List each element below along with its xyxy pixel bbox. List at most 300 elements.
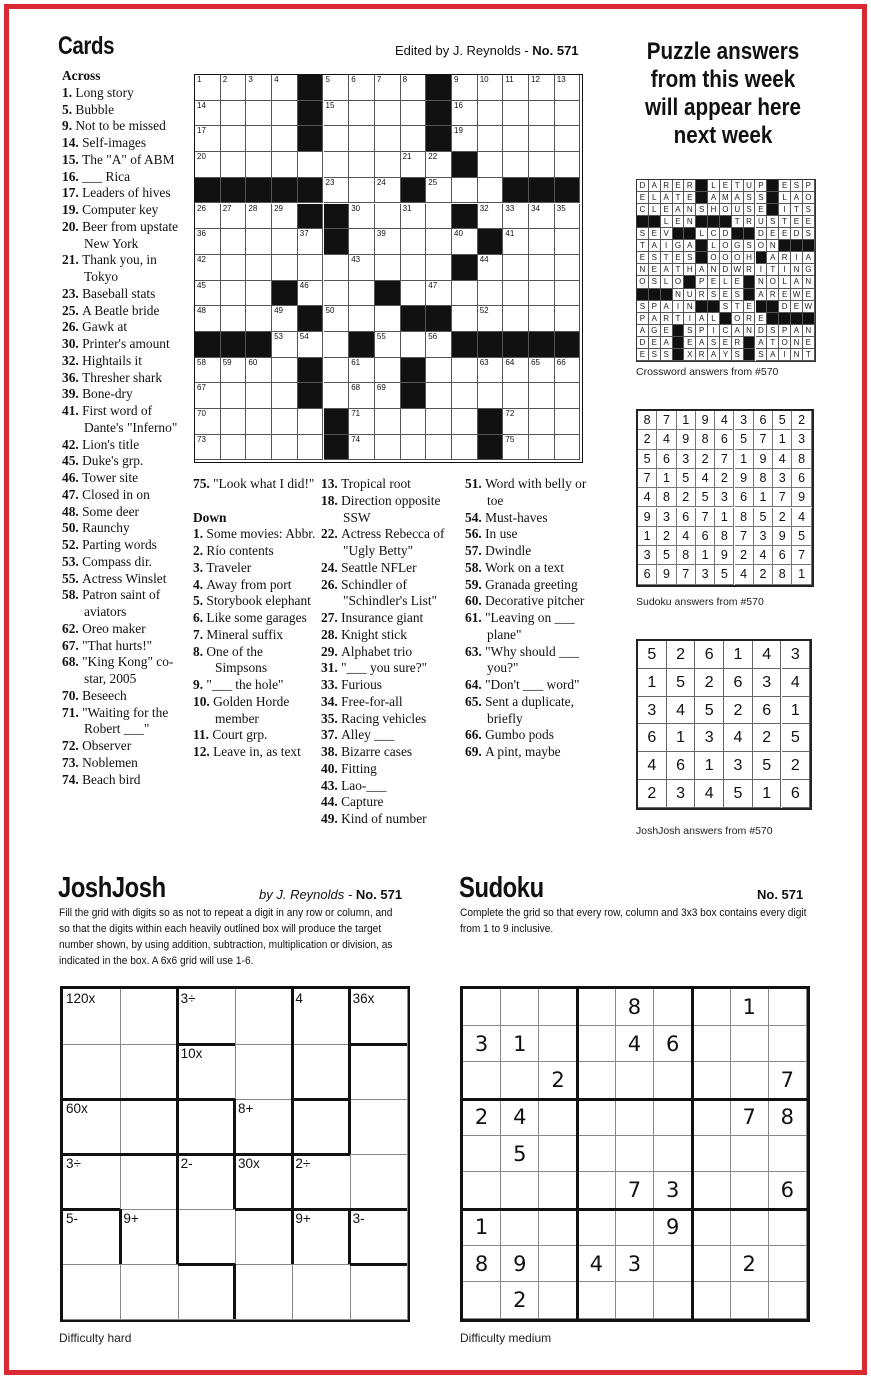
- crossword-cell[interactable]: [555, 383, 581, 409]
- sudoku-cell[interactable]: [692, 1099, 730, 1136]
- crossword-cell[interactable]: [246, 281, 272, 307]
- crossword-cell[interactable]: [555, 152, 581, 178]
- joshjosh-cell[interactable]: [292, 1209, 350, 1265]
- crossword-cell[interactable]: [195, 152, 221, 178]
- joshjosh-cell[interactable]: [292, 1099, 350, 1155]
- joshjosh-cell[interactable]: [292, 1264, 350, 1320]
- sudoku-cell[interactable]: [578, 1282, 616, 1319]
- sudoku-cell[interactable]: 3: [616, 1246, 654, 1283]
- crossword-cell[interactable]: [375, 332, 401, 358]
- sudoku-cell[interactable]: [769, 1282, 807, 1319]
- crossword-cell[interactable]: [221, 281, 247, 307]
- crossword-cell[interactable]: [298, 229, 324, 255]
- crossword-cell[interactable]: [246, 383, 272, 409]
- crossword-cell[interactable]: [221, 358, 247, 384]
- sudoku-cell[interactable]: [539, 1209, 577, 1246]
- crossword-cell[interactable]: [529, 229, 555, 255]
- joshjosh-cell[interactable]: [350, 989, 408, 1045]
- crossword-cell[interactable]: [503, 75, 529, 101]
- crossword-cell[interactable]: [478, 358, 504, 384]
- crossword-cell[interactable]: [529, 409, 555, 435]
- crossword-cell[interactable]: [426, 204, 452, 230]
- crossword-cell[interactable]: [529, 281, 555, 307]
- crossword-cell[interactable]: [324, 178, 350, 204]
- joshjosh-cell[interactable]: [178, 1044, 236, 1100]
- crossword-cell[interactable]: [375, 101, 401, 127]
- crossword-cell[interactable]: [324, 358, 350, 384]
- crossword-cell[interactable]: [503, 306, 529, 332]
- crossword-cell[interactable]: [246, 255, 272, 281]
- crossword-cell[interactable]: [375, 229, 401, 255]
- crossword-cell[interactable]: [272, 435, 298, 461]
- sudoku-cell[interactable]: 8: [616, 989, 654, 1026]
- sudoku-cell[interactable]: [654, 989, 692, 1026]
- crossword-cell[interactable]: [555, 255, 581, 281]
- crossword-cell[interactable]: [375, 383, 401, 409]
- joshjosh-cell[interactable]: [350, 1209, 408, 1265]
- crossword-cell[interactable]: [555, 358, 581, 384]
- crossword-cell[interactable]: [555, 126, 581, 152]
- sudoku-cell[interactable]: [539, 1136, 577, 1173]
- sudoku-cell[interactable]: 8: [463, 1246, 501, 1283]
- sudoku-cell[interactable]: [501, 1172, 539, 1209]
- crossword-cell[interactable]: [349, 383, 375, 409]
- sudoku-cell[interactable]: [578, 1062, 616, 1099]
- sudoku-cell[interactable]: 2: [463, 1099, 501, 1136]
- sudoku-cell[interactable]: 4: [578, 1246, 616, 1283]
- crossword-cell[interactable]: [195, 281, 221, 307]
- crossword-cell[interactable]: [452, 306, 478, 332]
- crossword-cell[interactable]: [221, 409, 247, 435]
- sudoku-cell[interactable]: [539, 989, 577, 1026]
- crossword-cell[interactable]: [478, 152, 504, 178]
- crossword-cell[interactable]: [529, 204, 555, 230]
- crossword-cell[interactable]: [478, 255, 504, 281]
- crossword-cell[interactable]: [401, 281, 427, 307]
- crossword-cell[interactable]: [349, 101, 375, 127]
- crossword-cell[interactable]: [298, 281, 324, 307]
- crossword-cell[interactable]: [503, 383, 529, 409]
- sudoku-cell[interactable]: [578, 1136, 616, 1173]
- crossword-cell[interactable]: [246, 204, 272, 230]
- crossword-cell[interactable]: [272, 332, 298, 358]
- crossword-cell[interactable]: [452, 383, 478, 409]
- crossword-cell[interactable]: [375, 409, 401, 435]
- sudoku-cell[interactable]: [616, 1136, 654, 1173]
- crossword-cell[interactable]: [349, 229, 375, 255]
- sudoku-cell[interactable]: [769, 1026, 807, 1063]
- crossword-cell[interactable]: [426, 255, 452, 281]
- crossword-cell[interactable]: [529, 101, 555, 127]
- crossword-cell[interactable]: [555, 75, 581, 101]
- sudoku-cell[interactable]: [616, 1209, 654, 1246]
- crossword-cell[interactable]: [324, 332, 350, 358]
- crossword-cell[interactable]: [324, 306, 350, 332]
- joshjosh-cell[interactable]: [350, 1264, 408, 1320]
- crossword-cell[interactable]: [555, 435, 581, 461]
- crossword-cell[interactable]: [349, 152, 375, 178]
- crossword-cell[interactable]: [529, 152, 555, 178]
- sudoku-cell[interactable]: [654, 1136, 692, 1173]
- crossword-cell[interactable]: [221, 306, 247, 332]
- crossword-cell[interactable]: [555, 306, 581, 332]
- crossword-cell[interactable]: [272, 204, 298, 230]
- joshjosh-cell[interactable]: [63, 1099, 121, 1155]
- sudoku-cell[interactable]: [463, 1282, 501, 1319]
- joshjosh-cell[interactable]: [120, 1099, 178, 1155]
- sudoku-cell[interactable]: [463, 989, 501, 1026]
- crossword-cell[interactable]: [426, 358, 452, 384]
- crossword-cell[interactable]: [272, 152, 298, 178]
- joshjosh-cell[interactable]: [178, 1099, 236, 1155]
- crossword-cell[interactable]: [452, 409, 478, 435]
- sudoku-cell[interactable]: [463, 1062, 501, 1099]
- sudoku-cell[interactable]: 5: [501, 1136, 539, 1173]
- sudoku-cell[interactable]: [692, 1026, 730, 1063]
- crossword-cell[interactable]: [375, 178, 401, 204]
- crossword-cell[interactable]: [246, 409, 272, 435]
- sudoku-cell[interactable]: [463, 1136, 501, 1173]
- crossword-cell[interactable]: [272, 383, 298, 409]
- sudoku-cell[interactable]: [654, 1062, 692, 1099]
- crossword-cell[interactable]: [349, 306, 375, 332]
- crossword-cell[interactable]: [195, 229, 221, 255]
- crossword-cell[interactable]: [221, 101, 247, 127]
- crossword-cell[interactable]: [426, 229, 452, 255]
- sudoku-cell[interactable]: 4: [616, 1026, 654, 1063]
- sudoku-cell[interactable]: [731, 1172, 769, 1209]
- crossword-cell[interactable]: [478, 178, 504, 204]
- crossword-cell[interactable]: [503, 358, 529, 384]
- crossword-cell[interactable]: [246, 306, 272, 332]
- crossword-cell[interactable]: [349, 255, 375, 281]
- crossword-cell[interactable]: [503, 409, 529, 435]
- crossword-cell[interactable]: [529, 126, 555, 152]
- sudoku-cell[interactable]: [654, 1246, 692, 1283]
- sudoku-cell[interactable]: 6: [654, 1026, 692, 1063]
- crossword-cell[interactable]: [503, 101, 529, 127]
- crossword-cell[interactable]: [452, 101, 478, 127]
- crossword-cell[interactable]: [221, 152, 247, 178]
- sudoku-cell[interactable]: [731, 1136, 769, 1173]
- crossword-cell[interactable]: [195, 435, 221, 461]
- sudoku-cell[interactable]: [769, 1209, 807, 1246]
- crossword-cell[interactable]: [401, 75, 427, 101]
- crossword-cell[interactable]: [503, 281, 529, 307]
- sudoku-cell[interactable]: [501, 989, 539, 1026]
- crossword-cell[interactable]: [195, 101, 221, 127]
- crossword-cell[interactable]: [221, 435, 247, 461]
- crossword-cell[interactable]: [452, 229, 478, 255]
- crossword-cell[interactable]: [555, 204, 581, 230]
- crossword-cell[interactable]: [272, 101, 298, 127]
- sudoku-cell[interactable]: [692, 1062, 730, 1099]
- crossword-cell[interactable]: [246, 358, 272, 384]
- crossword-cell[interactable]: [555, 281, 581, 307]
- crossword-cell[interactable]: [324, 101, 350, 127]
- joshjosh-cell[interactable]: [120, 989, 178, 1045]
- crossword-cell[interactable]: [401, 229, 427, 255]
- crossword-cell[interactable]: [452, 75, 478, 101]
- crossword-cell[interactable]: [298, 152, 324, 178]
- sudoku-cell[interactable]: [463, 1172, 501, 1209]
- crossword-cell[interactable]: [221, 229, 247, 255]
- sudoku-cell[interactable]: [501, 1209, 539, 1246]
- crossword-cell[interactable]: [195, 204, 221, 230]
- joshjosh-cell[interactable]: [235, 1154, 293, 1210]
- joshjosh-cell[interactable]: [63, 1209, 121, 1265]
- crossword-cell[interactable]: [349, 358, 375, 384]
- crossword-cell[interactable]: [478, 101, 504, 127]
- sudoku-cell[interactable]: [692, 1246, 730, 1283]
- crossword-cell[interactable]: [503, 435, 529, 461]
- crossword-cell[interactable]: [221, 126, 247, 152]
- joshjosh-cell[interactable]: [120, 1264, 178, 1320]
- crossword-cell[interactable]: [401, 204, 427, 230]
- crossword-cell[interactable]: [195, 255, 221, 281]
- crossword-cell[interactable]: [478, 204, 504, 230]
- crossword-cell[interactable]: [272, 75, 298, 101]
- crossword-cell[interactable]: [324, 255, 350, 281]
- crossword-cell[interactable]: [349, 178, 375, 204]
- crossword-cell[interactable]: [375, 204, 401, 230]
- crossword-cell[interactable]: [324, 383, 350, 409]
- sudoku-cell[interactable]: [769, 1246, 807, 1283]
- joshjosh-cell[interactable]: [235, 1264, 293, 1320]
- sudoku-cell[interactable]: [731, 1062, 769, 1099]
- crossword-cell[interactable]: [221, 383, 247, 409]
- crossword-cell[interactable]: [221, 255, 247, 281]
- crossword-cell[interactable]: [401, 101, 427, 127]
- crossword-cell[interactable]: [246, 101, 272, 127]
- crossword-cell[interactable]: [401, 126, 427, 152]
- sudoku-cell[interactable]: [578, 1172, 616, 1209]
- crossword-cell[interactable]: [272, 358, 298, 384]
- joshjosh-cell[interactable]: [235, 1209, 293, 1265]
- sudoku-cell[interactable]: 7: [616, 1172, 654, 1209]
- joshjosh-grid[interactable]: [60, 986, 410, 1322]
- joshjosh-cell[interactable]: [292, 1154, 350, 1210]
- crossword-cell[interactable]: [246, 75, 272, 101]
- sudoku-cell[interactable]: 7: [769, 1062, 807, 1099]
- crossword-cell[interactable]: [426, 435, 452, 461]
- crossword-cell[interactable]: [221, 75, 247, 101]
- joshjosh-cell[interactable]: [63, 989, 121, 1045]
- sudoku-cell[interactable]: [769, 989, 807, 1026]
- joshjosh-cell[interactable]: [63, 1044, 121, 1100]
- crossword-cell[interactable]: [478, 281, 504, 307]
- joshjosh-cell[interactable]: [178, 1154, 236, 1210]
- joshjosh-cell[interactable]: [120, 1154, 178, 1210]
- crossword-cell[interactable]: [298, 435, 324, 461]
- joshjosh-cell[interactable]: [178, 1209, 236, 1265]
- crossword-cell[interactable]: [324, 281, 350, 307]
- crossword-cell[interactable]: [375, 306, 401, 332]
- joshjosh-cell[interactable]: [292, 989, 350, 1045]
- joshjosh-cell[interactable]: [178, 989, 236, 1045]
- crossword-cell[interactable]: [324, 75, 350, 101]
- sudoku-cell[interactable]: [692, 989, 730, 1026]
- sudoku-cell[interactable]: [731, 1282, 769, 1319]
- sudoku-cell[interactable]: 1: [463, 1209, 501, 1246]
- sudoku-cell[interactable]: [692, 1209, 730, 1246]
- joshjosh-cell[interactable]: [350, 1154, 408, 1210]
- sudoku-grid[interactable]: [460, 986, 810, 1322]
- crossword-cell[interactable]: [272, 229, 298, 255]
- crossword-cell[interactable]: [503, 204, 529, 230]
- crossword-cell[interactable]: [195, 75, 221, 101]
- crossword-cell[interactable]: [452, 435, 478, 461]
- crossword-cell[interactable]: [298, 255, 324, 281]
- sudoku-cell[interactable]: [578, 1099, 616, 1136]
- crossword-cell[interactable]: [478, 383, 504, 409]
- sudoku-cell[interactable]: [539, 1172, 577, 1209]
- crossword-cell[interactable]: [503, 229, 529, 255]
- crossword-cell[interactable]: [478, 306, 504, 332]
- sudoku-cell[interactable]: 8: [769, 1099, 807, 1136]
- sudoku-cell[interactable]: [692, 1172, 730, 1209]
- crossword-cell[interactable]: [349, 409, 375, 435]
- crossword-cell[interactable]: [272, 255, 298, 281]
- crossword-cell[interactable]: [426, 409, 452, 435]
- crossword-cell[interactable]: [452, 178, 478, 204]
- sudoku-cell[interactable]: [731, 1209, 769, 1246]
- sudoku-cell[interactable]: [769, 1136, 807, 1173]
- joshjosh-cell[interactable]: [120, 1044, 178, 1100]
- crossword-cell[interactable]: [529, 306, 555, 332]
- crossword-cell[interactable]: [246, 152, 272, 178]
- crossword-cell[interactable]: [503, 152, 529, 178]
- crossword-cell[interactable]: [452, 358, 478, 384]
- crossword-cell[interactable]: [529, 75, 555, 101]
- crossword-cell[interactable]: [324, 152, 350, 178]
- crossword-cell[interactable]: [375, 126, 401, 152]
- crossword-cell[interactable]: [195, 409, 221, 435]
- crossword-cell[interactable]: [555, 101, 581, 127]
- crossword-cell[interactable]: [426, 332, 452, 358]
- sudoku-cell[interactable]: 2: [539, 1062, 577, 1099]
- crossword-cell[interactable]: [272, 126, 298, 152]
- sudoku-cell[interactable]: [539, 1246, 577, 1283]
- sudoku-cell[interactable]: 1: [731, 989, 769, 1026]
- sudoku-cell[interactable]: 2: [501, 1282, 539, 1319]
- crossword-cell[interactable]: [555, 229, 581, 255]
- crossword-cell[interactable]: [426, 383, 452, 409]
- joshjosh-cell[interactable]: [235, 1099, 293, 1155]
- sudoku-cell[interactable]: [578, 1209, 616, 1246]
- crossword-cell[interactable]: [195, 383, 221, 409]
- sudoku-cell[interactable]: 9: [501, 1246, 539, 1283]
- joshjosh-cell[interactable]: [178, 1264, 236, 1320]
- crossword-cell[interactable]: [529, 358, 555, 384]
- joshjosh-cell[interactable]: [235, 1044, 293, 1100]
- crossword-cell[interactable]: [375, 255, 401, 281]
- sudoku-cell[interactable]: 3: [654, 1172, 692, 1209]
- joshjosh-cell[interactable]: [350, 1044, 408, 1100]
- crossword-cell[interactable]: [529, 383, 555, 409]
- sudoku-cell[interactable]: [578, 1026, 616, 1063]
- crossword-cell[interactable]: [349, 126, 375, 152]
- crossword-cell[interactable]: [246, 435, 272, 461]
- crossword-cell[interactable]: [221, 204, 247, 230]
- sudoku-cell[interactable]: [616, 1282, 654, 1319]
- crossword-cell[interactable]: [349, 281, 375, 307]
- crossword-cell[interactable]: [298, 409, 324, 435]
- crossword-cell[interactable]: [246, 229, 272, 255]
- crossword-cell[interactable]: [426, 281, 452, 307]
- sudoku-cell[interactable]: [501, 1062, 539, 1099]
- crossword-cell[interactable]: [298, 332, 324, 358]
- crossword-cell[interactable]: [503, 255, 529, 281]
- crossword-cell[interactable]: [349, 204, 375, 230]
- sudoku-cell[interactable]: [692, 1136, 730, 1173]
- joshjosh-cell[interactable]: [292, 1044, 350, 1100]
- joshjosh-cell[interactable]: [63, 1264, 121, 1320]
- sudoku-cell[interactable]: 6: [769, 1172, 807, 1209]
- joshjosh-cell[interactable]: [235, 989, 293, 1045]
- sudoku-cell[interactable]: 9: [654, 1209, 692, 1246]
- crossword-cell[interactable]: [375, 152, 401, 178]
- crossword-cell[interactable]: [478, 126, 504, 152]
- joshjosh-cell[interactable]: [350, 1099, 408, 1155]
- joshjosh-cell[interactable]: [120, 1209, 178, 1265]
- crossword-cell[interactable]: [375, 358, 401, 384]
- sudoku-cell[interactable]: [539, 1099, 577, 1136]
- sudoku-cell[interactable]: [654, 1099, 692, 1136]
- crossword-cell[interactable]: [349, 75, 375, 101]
- sudoku-cell[interactable]: [731, 1026, 769, 1063]
- sudoku-cell[interactable]: 3: [463, 1026, 501, 1063]
- crossword-cell[interactable]: [478, 75, 504, 101]
- sudoku-cell[interactable]: [654, 1282, 692, 1319]
- crossword-cell[interactable]: [452, 281, 478, 307]
- crossword-cell[interactable]: [426, 178, 452, 204]
- crossword-cell[interactable]: [503, 126, 529, 152]
- crossword-cell[interactable]: [555, 409, 581, 435]
- crossword-cell[interactable]: [529, 255, 555, 281]
- crossword-cell[interactable]: [195, 126, 221, 152]
- crossword-cell[interactable]: [375, 435, 401, 461]
- sudoku-cell[interactable]: 2: [731, 1246, 769, 1283]
- crossword-cell[interactable]: [195, 358, 221, 384]
- sudoku-cell[interactable]: 1: [501, 1026, 539, 1063]
- crossword-cell[interactable]: [246, 126, 272, 152]
- sudoku-cell[interactable]: 7: [731, 1099, 769, 1136]
- sudoku-cell[interactable]: [692, 1282, 730, 1319]
- crossword-cell[interactable]: [529, 435, 555, 461]
- crossword-cell[interactable]: [195, 306, 221, 332]
- sudoku-cell[interactable]: [539, 1026, 577, 1063]
- crossword-cell[interactable]: [401, 255, 427, 281]
- crossword-cell[interactable]: [452, 126, 478, 152]
- sudoku-cell[interactable]: 4: [501, 1099, 539, 1136]
- crossword-cell[interactable]: [401, 435, 427, 461]
- crossword-cell[interactable]: [401, 332, 427, 358]
- sudoku-cell[interactable]: [616, 1062, 654, 1099]
- crossword-cell[interactable]: [324, 126, 350, 152]
- crossword-grid[interactable]: [194, 74, 583, 463]
- crossword-cell[interactable]: [401, 152, 427, 178]
- crossword-cell[interactable]: [272, 409, 298, 435]
- crossword-cell[interactable]: [272, 306, 298, 332]
- crossword-cell[interactable]: [349, 435, 375, 461]
- crossword-cell[interactable]: [401, 409, 427, 435]
- sudoku-cell[interactable]: [539, 1282, 577, 1319]
- sudoku-cell[interactable]: [578, 989, 616, 1026]
- crossword-cell[interactable]: [426, 152, 452, 178]
- sudoku-cell[interactable]: [616, 1099, 654, 1136]
- crossword-cell[interactable]: [375, 75, 401, 101]
